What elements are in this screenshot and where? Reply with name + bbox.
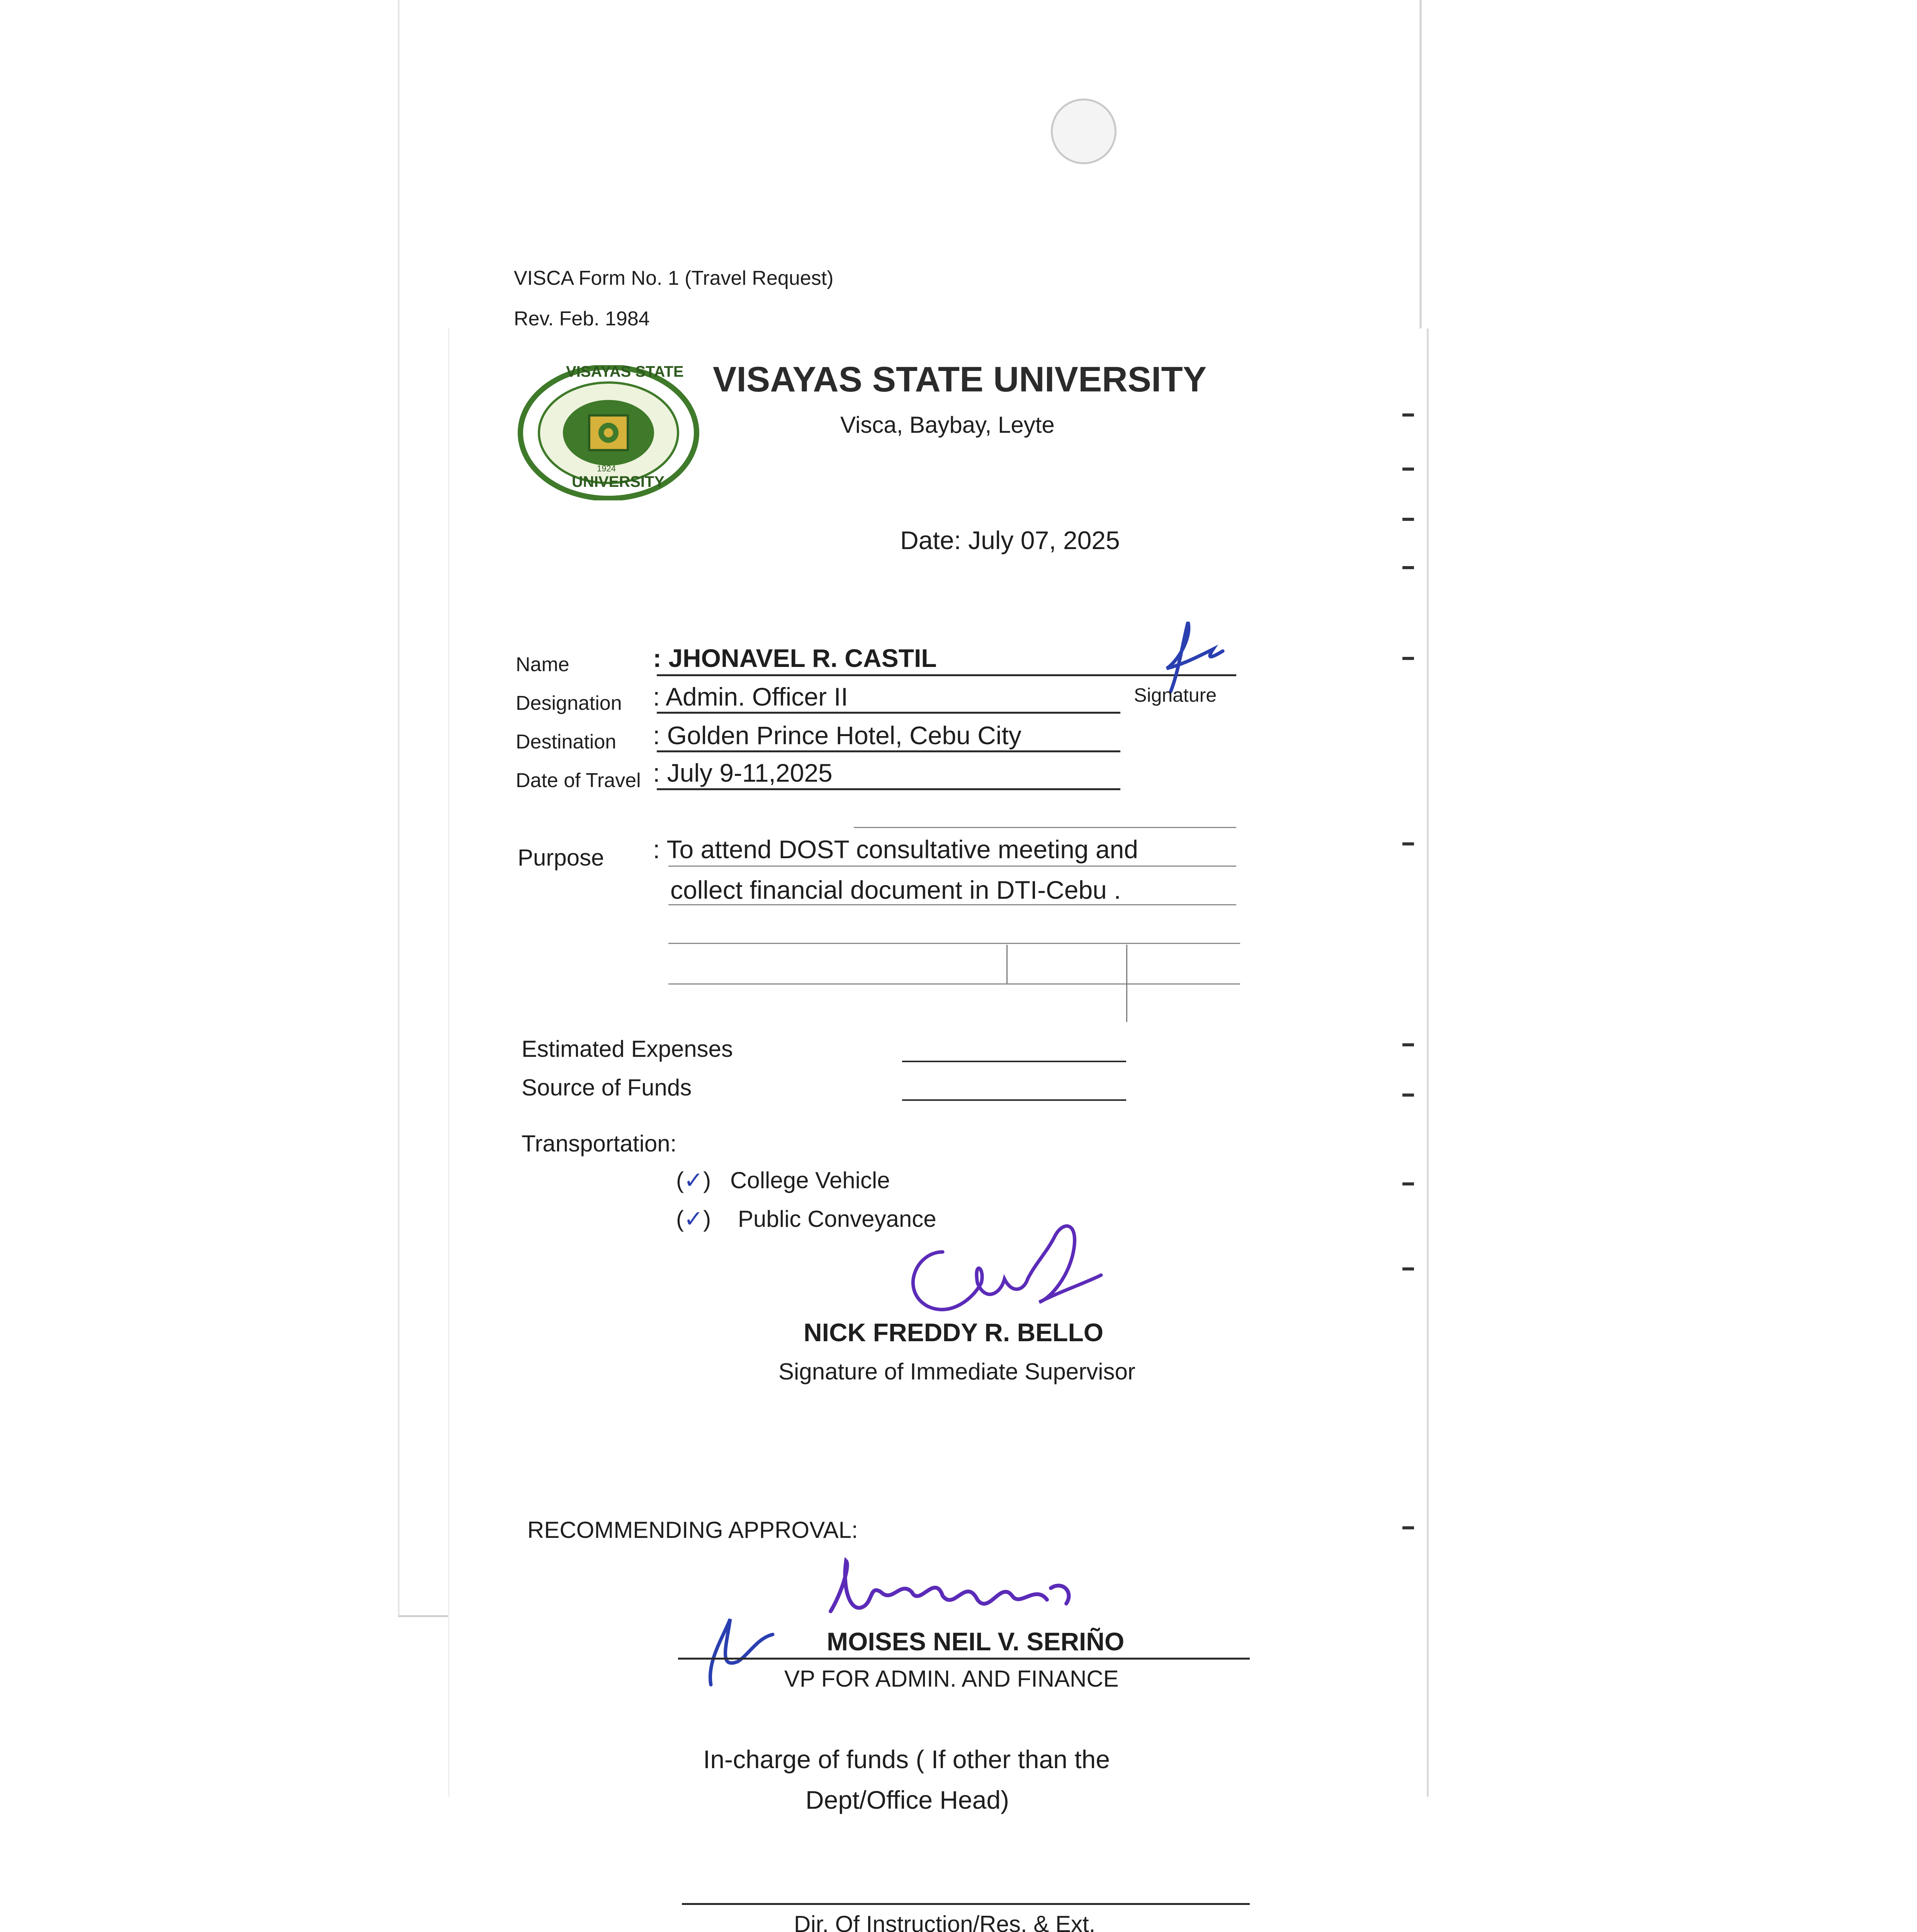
signature-label: Signature <box>1134 684 1217 706</box>
funds-underline <box>682 1903 1250 1905</box>
edge-mark <box>1402 1094 1414 1097</box>
travel-date-label: Date of Travel <box>516 769 641 792</box>
purpose-rule <box>668 983 1240 985</box>
edge-mark <box>1402 1526 1414 1529</box>
supervisor-signature <box>885 1206 1117 1329</box>
name-value: : JHONAVEL R. CASTIL <box>653 644 937 672</box>
edge-mark <box>1402 468 1414 471</box>
estimated-expenses-line <box>902 1061 1126 1062</box>
funds-title: Dir. Of Instruction/Res. & Ext. <box>794 1911 1096 1932</box>
public-conveyance-option: (✓) <box>676 1206 711 1233</box>
purpose-rule-divider <box>1126 945 1127 1022</box>
recommending-underline <box>678 1658 1250 1660</box>
university-name: VISAYAS STATE UNIVERSITY <box>713 360 1207 399</box>
name-label: Name <box>516 653 569 676</box>
purpose-line-2: collect financial document in DTI-Cebu . <box>670 876 1121 904</box>
recommending-title: VP FOR ADMIN. AND FINANCE <box>784 1666 1119 1692</box>
purpose-rule <box>854 827 1236 828</box>
college-vehicle-label: College Vehicle <box>730 1167 890 1193</box>
funds-line-2: Dept/Office Head) <box>806 1786 1009 1814</box>
edge-mark <box>1402 1267 1414 1270</box>
checkmark-icon: ✓ <box>683 1206 704 1233</box>
form-number: VISCA Form No. 1 (Travel Request) <box>514 267 834 289</box>
edge-mark <box>1402 413 1414 417</box>
seal-year: 1924 <box>597 464 616 473</box>
checkmark-icon: ✓ <box>683 1167 704 1194</box>
university-address: Visca, Baybay, Leyte <box>840 412 1055 438</box>
destination-label: Destination <box>516 731 617 753</box>
edge-mark <box>1402 842 1414 845</box>
recommending-label: RECOMMENDING APPROVAL: <box>527 1517 858 1543</box>
form-revision: Rev. Feb. 1984 <box>514 308 650 330</box>
public-conveyance-label: Public Conveyance <box>738 1206 936 1232</box>
recommending-signature <box>819 1549 1097 1638</box>
source-of-funds-label: Source of Funds <box>522 1075 692 1100</box>
seal-text-top: VISAYAS STATE <box>566 363 684 380</box>
college-vehicle-option: (✓) <box>676 1167 711 1194</box>
source-of-funds-line <box>902 1099 1126 1101</box>
purpose-rule <box>668 943 1240 944</box>
recommending-name: MOISES NEIL V. SERIÑO <box>827 1627 1125 1656</box>
for-initials-mark <box>695 1604 788 1692</box>
supervisor-title: Signature of Immediate Supervisor <box>778 1359 1135 1384</box>
purpose-rule <box>668 866 1236 867</box>
edge-mark <box>1402 518 1414 521</box>
purpose-line-1: : To attend DOST consultative meeting and <box>653 835 1138 864</box>
punch-hole <box>1051 99 1117 164</box>
supervisor-name: NICK FREDDY R. BELLO <box>804 1318 1104 1347</box>
seal-text-bottom: UNIVERSITY <box>572 473 665 490</box>
name-underline <box>657 674 1236 676</box>
designation-label: Designation <box>516 692 622 714</box>
destination-value: : Golden Prince Hotel, Cebu City <box>653 721 1021 750</box>
edge-mark <box>1402 1043 1414 1046</box>
edge-mark <box>1402 1182 1414 1185</box>
travel-date-value: : July 9-11,2025 <box>653 759 833 787</box>
edge-mark <box>1402 657 1414 660</box>
travel-date-underline <box>657 788 1120 790</box>
request-date: Date: July 07, 2025 <box>900 526 1120 554</box>
transportation-label: Transportation: <box>522 1131 677 1156</box>
designation-underline <box>657 712 1120 714</box>
funds-line-1: In-charge of funds ( If other than the <box>703 1745 1110 1774</box>
estimated-expenses-label: Estimated Expenses <box>522 1036 733 1062</box>
purpose-label: Purpose <box>518 845 604 871</box>
destination-underline <box>657 750 1120 752</box>
edge-mark <box>1402 566 1414 569</box>
designation-value: : Admin. Officer II <box>653 682 848 711</box>
purpose-rule <box>668 904 1236 905</box>
purpose-rule-divider <box>1006 945 1008 983</box>
